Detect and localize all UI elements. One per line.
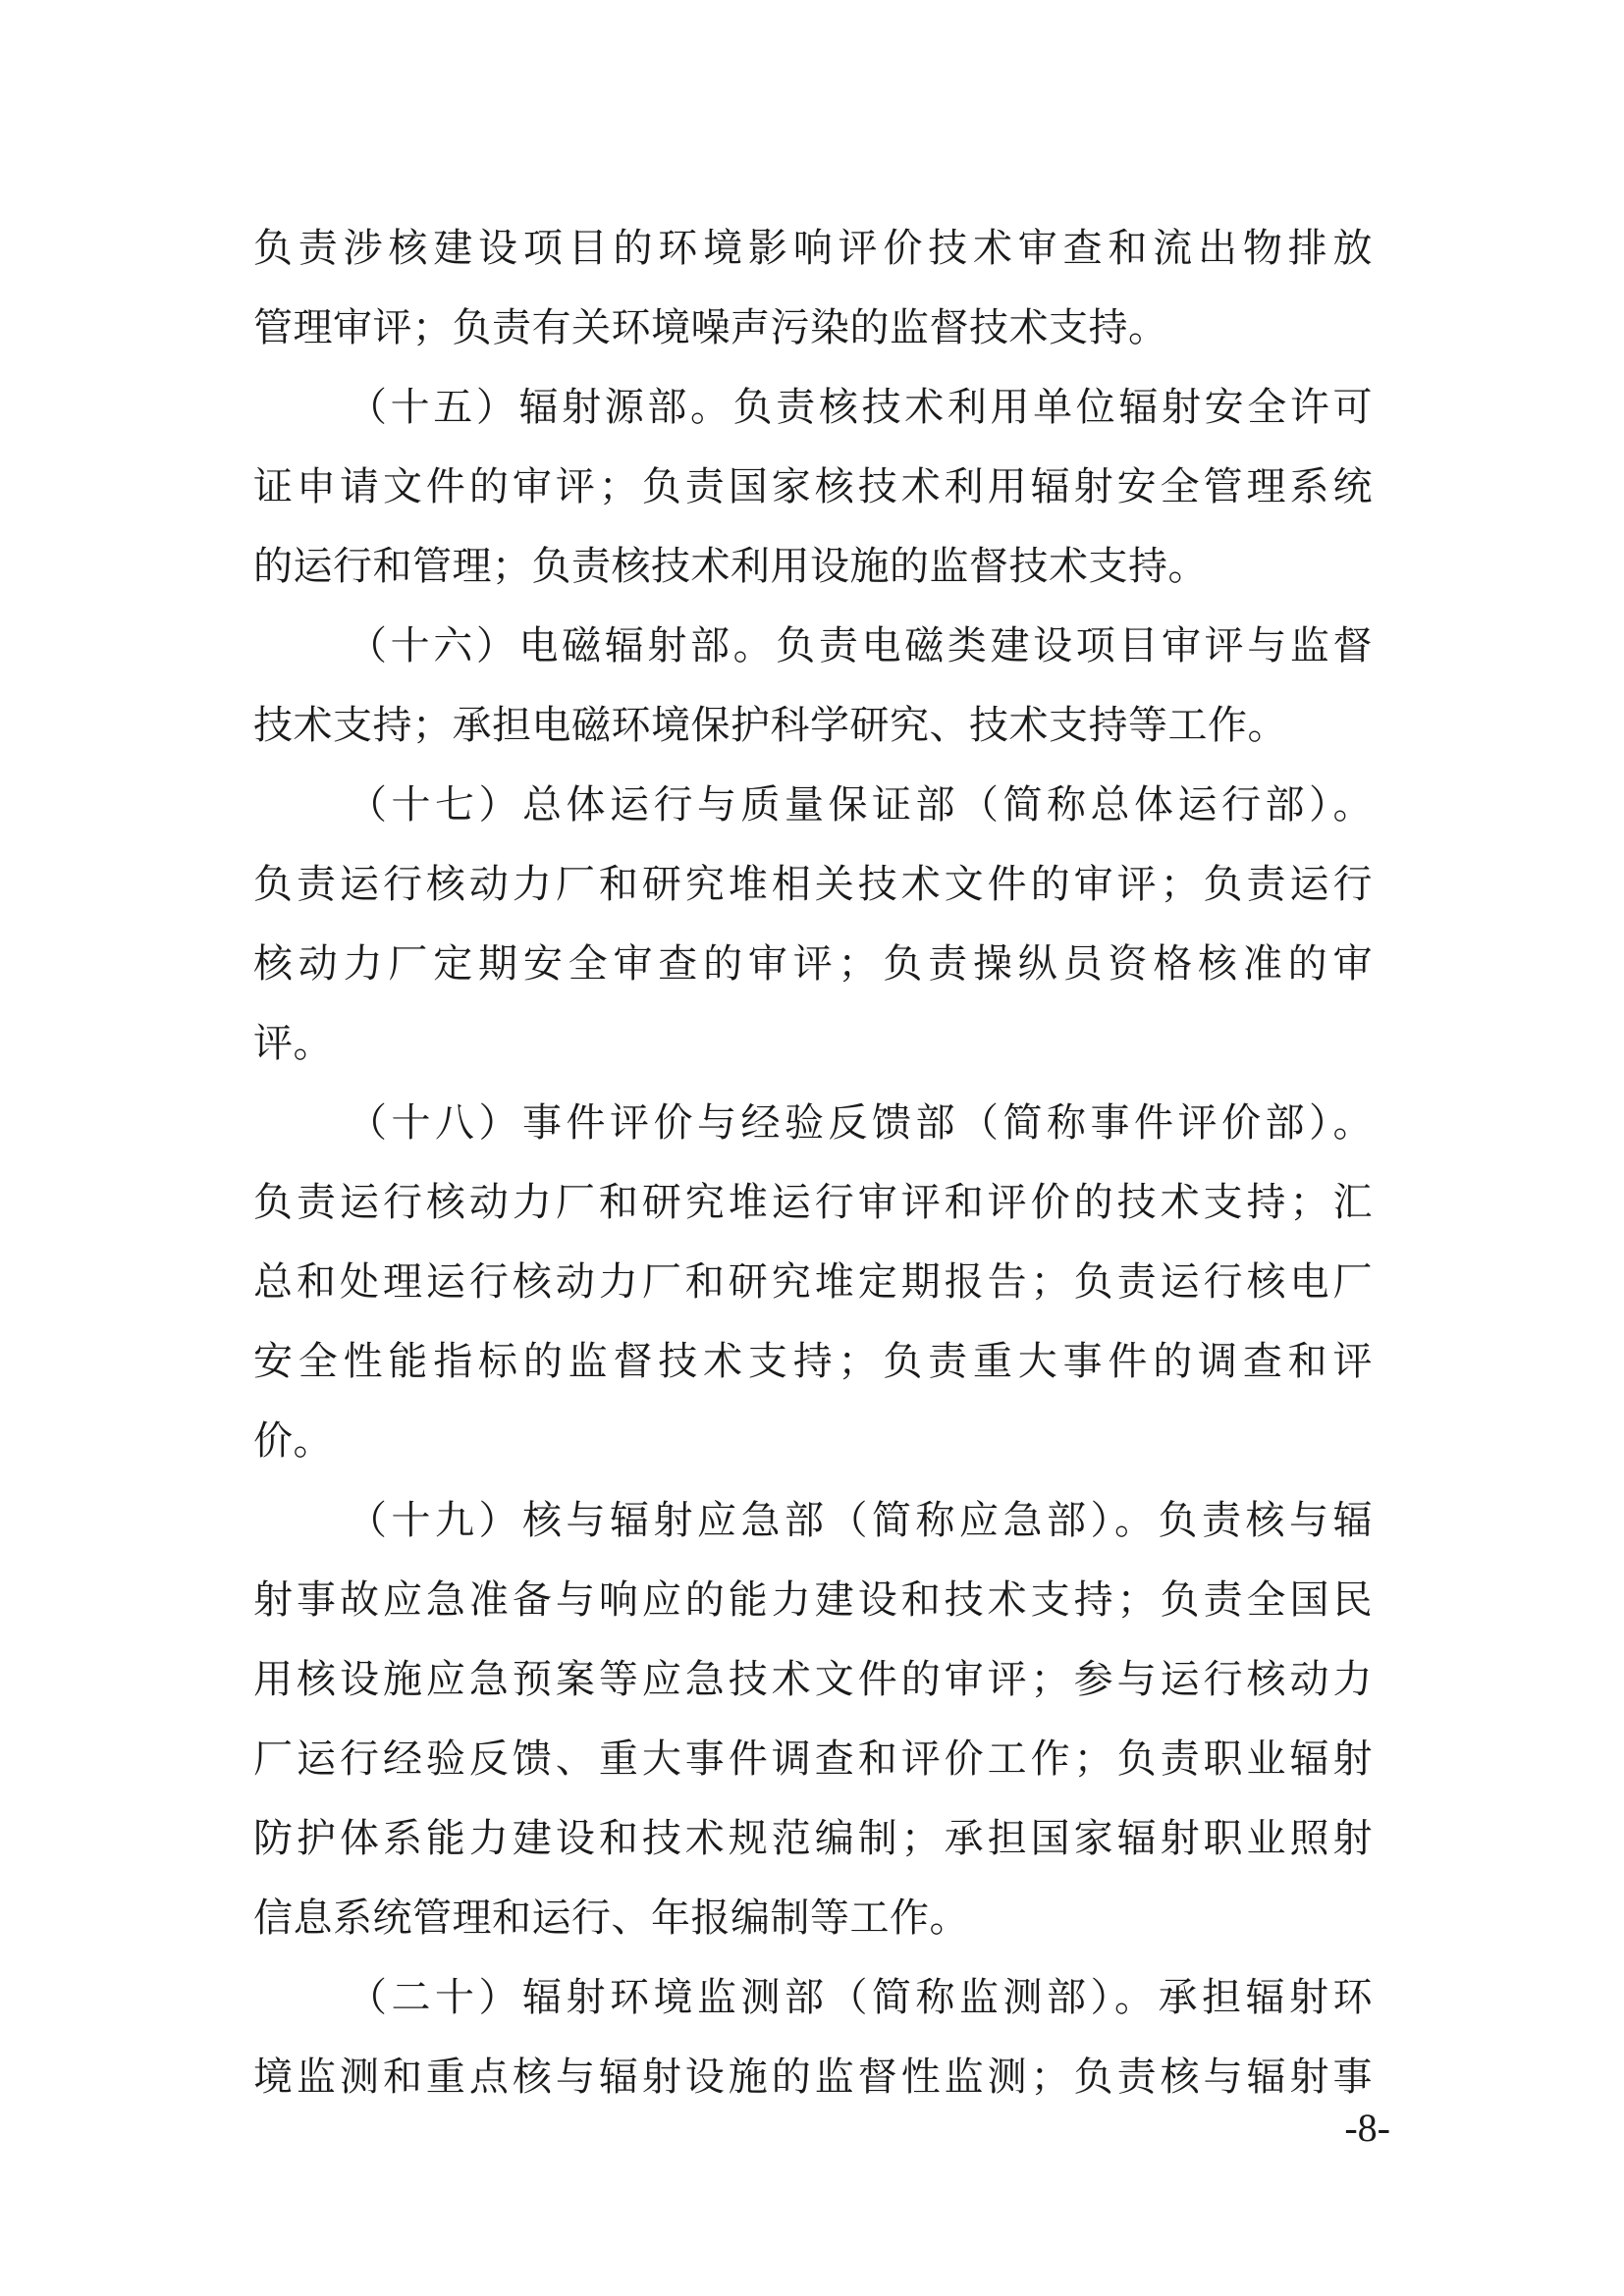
page-number: -8- xyxy=(1344,2106,1390,2150)
text-line: 负责运行核动力厂和研究堆相关技术文件的审评；负责运行 xyxy=(253,862,1373,907)
text-line: （十八）事件评价与经验反馈部（简称事件评价部）。 xyxy=(348,1100,1373,1146)
text-line: 负责涉核建设项目的环境影响评价技术审查和流出物排放 xyxy=(253,226,1373,271)
text-line: 用核设施应急预案等应急技术文件的审评；参与运行核动力 xyxy=(253,1657,1373,1702)
text-line: 证申请文件的审评；负责国家核技术利用辐射安全管理系统 xyxy=(253,464,1373,509)
paragraph-electromagnetic-dept xyxy=(253,607,1373,766)
paragraph-monitoring-dept xyxy=(253,1958,1373,2117)
paragraph-continued xyxy=(253,209,1373,368)
text-line: 核动力厂定期安全审查的审评；负责操纵员资格核准的审 xyxy=(253,941,1373,987)
text-line: （十七）总体运行与质量保证部（简称总体运行部）。 xyxy=(348,782,1373,828)
text-line: （十五）辐射源部。负责核技术利用单位辐射安全许可 xyxy=(348,385,1373,430)
text-line: 技术支持；承担电磁环境保护科学研究、技术支持等工作。 xyxy=(253,703,1287,748)
text-line: 防护体系能力建设和技术规范编制；承担国家辐射职业照射 xyxy=(253,1816,1373,1861)
text-line: （二十）辐射环境监测部（简称监测部）。承担辐射环 xyxy=(348,1975,1373,2020)
paragraph-event-evaluation-dept xyxy=(253,1084,1373,1481)
text-line: 安全性能指标的监督技术支持；负责重大事件的调查和评 xyxy=(253,1339,1373,1384)
text-line: 厂运行经验反馈、重大事件调查和评价工作；负责职业辐射 xyxy=(253,1736,1373,1782)
text-line: 境监测和重点核与辐射设施的监督性监测；负责核与辐射事 xyxy=(253,2055,1373,2100)
text-line: （十六）电磁辐射部。负责电磁类建设项目审评与监督 xyxy=(348,623,1373,668)
text-line: 价。 xyxy=(253,1418,333,1464)
text-line: 评。 xyxy=(253,1021,333,1066)
text-line: 信息系统管理和运行、年报编制等工作。 xyxy=(253,1896,969,1941)
paragraph-emergency-dept xyxy=(253,1481,1373,1958)
text-line: 总和处理运行核动力厂和研究堆定期报告；负责运行核电厂 xyxy=(253,1259,1373,1305)
paragraph-radiation-source-dept xyxy=(253,368,1373,607)
paragraph-operations-qa-dept xyxy=(253,766,1373,1084)
text-line: 负责运行核动力厂和研究堆运行审评和评价的技术支持；汇 xyxy=(253,1180,1373,1225)
text-line: （十九）核与辐射应急部（简称应急部）。负责核与辐 xyxy=(348,1498,1373,1543)
text-line: 射事故应急准备与响应的能力建设和技术支持；负责全国民 xyxy=(253,1577,1373,1623)
body-text xyxy=(253,209,1373,2117)
text-line: 管理审评；负责有关环境噪声污染的监督技术支持。 xyxy=(253,305,1168,350)
text-line: 的运行和管理；负责核技术利用设施的监督技术支持。 xyxy=(253,544,1208,589)
